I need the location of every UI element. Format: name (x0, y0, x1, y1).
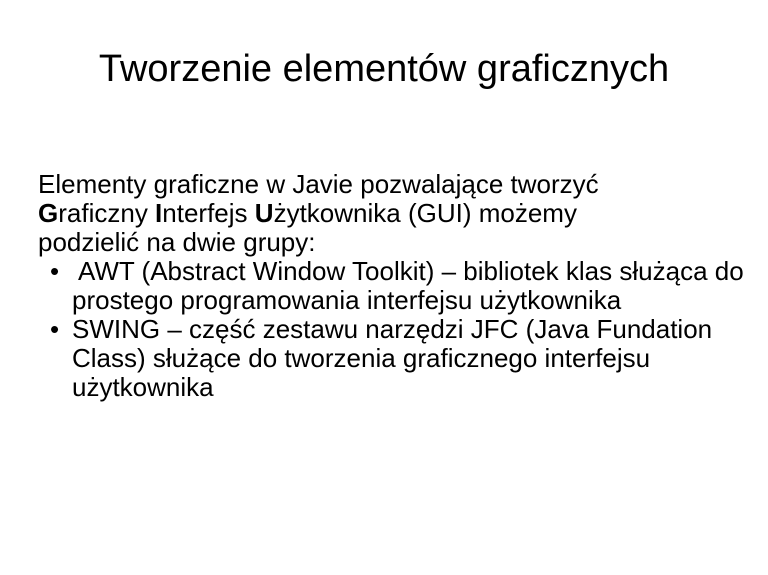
bullet-item-awt (38, 257, 753, 315)
bullet-item-swing (38, 315, 753, 402)
intro-paragraph (38, 170, 753, 257)
intro-i-letter: I (155, 198, 163, 228)
intro-g-rest: raficzny (58, 198, 156, 228)
intro-line-1: Elementy graficzne w Javie pozwalające tworzyć (38, 169, 599, 199)
intro-u-letter: U (254, 198, 274, 228)
bullet-icon: • (50, 314, 60, 344)
intro-g-letter: G (38, 198, 59, 228)
bullet-text-swing: SWING – część zestawu narzędzi JFC (Java Fundation Class) służące do tworzenia graficznego interfejsu użytkownika (72, 314, 713, 402)
slide-body (38, 170, 753, 402)
slide-title: Tworzenie elementów graficznych (98, 48, 670, 90)
intro-line-3: podzielić na dwie grupy: (38, 227, 316, 257)
bullet-icon: • (50, 256, 60, 286)
intro-u-rest: żytkownika (GUI) możemy (273, 198, 577, 228)
bullet-text-awt: AWT (Abstract Window Toolkit) – bibliotek klas służąca do prostego programowania interfejsu użytkownika (72, 256, 744, 315)
bullet-list (38, 257, 753, 402)
intro-i-rest: nterfejs (162, 198, 255, 228)
